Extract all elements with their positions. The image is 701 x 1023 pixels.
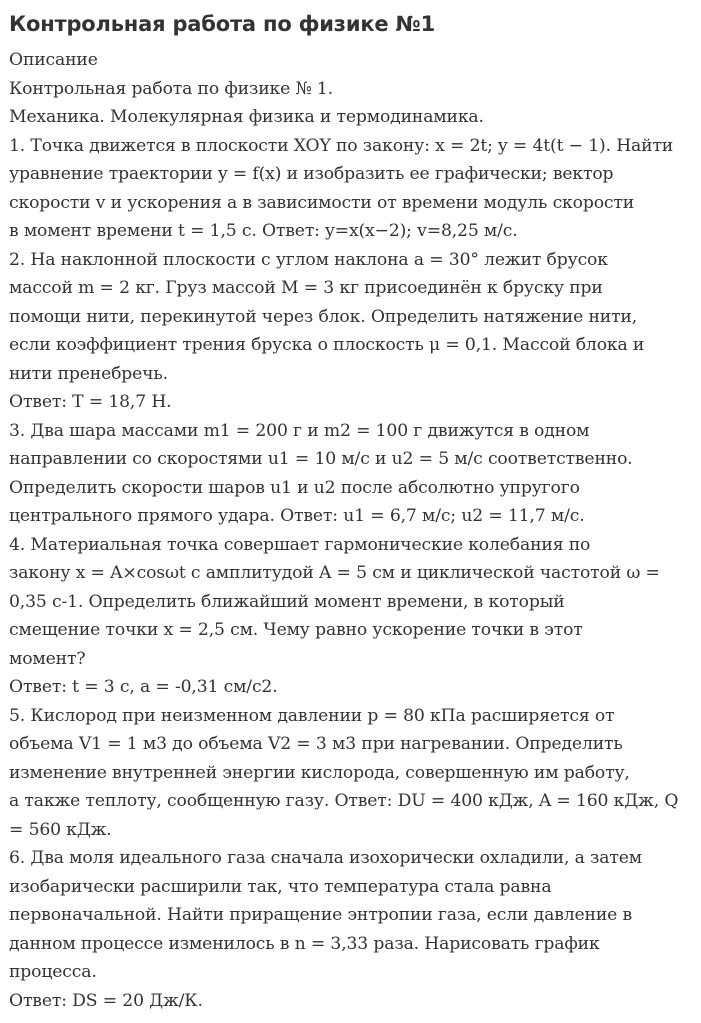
section-label-description: Описание: [9, 50, 98, 70]
problem-4-answer: Ответ: t = 3 с, a = -0,31 см/с2.: [9, 677, 278, 697]
problem-6-line: процесса.: [9, 962, 97, 982]
problem-2-line: 2. На наклонной плоскости с углом наклона a = 30° лежит брусок: [9, 249, 608, 270]
problem-2-line: массой m = 2 кг. Груз массой M = 3 кг присоединён к бруску при: [9, 278, 603, 298]
page-title: Контрольная работа по физике №1: [9, 12, 436, 36]
problem-2-line: если коэффициент трения бруска о плоскость μ = 0,1. Массой блока и: [9, 335, 645, 355]
problem-3-line: 3. Два шара массами m1 = 200 г и m2 = 100 г движутся в одном: [9, 420, 590, 441]
document-body: [9, 46, 697, 1015]
problem-5-line: объема V1 = 1 м3 до объема V2 = 3 м3 при нагревании. Определить: [9, 734, 623, 754]
problem-1-line: скорости v и ускорения a в зависимости от времени модуль скорости: [9, 192, 635, 213]
problem-5-line: изменение внутренней энергии кислорода, совершенную им работу,: [9, 762, 630, 783]
problem-4-line: 0,35 с-1. Определить ближайший момент времени, в который: [9, 591, 565, 612]
document-page: [9, 0, 697, 1015]
problem-6-answer: Ответ: DS = 20 Дж/К.: [9, 990, 203, 1011]
problem-5-line: а также теплоту, сообщенную газу. Ответ: DU = 400 кДж, A = 160 кДж, Q: [9, 791, 679, 811]
problem-1-line: в момент времени t = 1,5 с. Ответ: y=x(x−2); v=8,25 м/с.: [9, 221, 518, 241]
problem-4-line: закону x = A×cosωt с амплитудой A = 5 см и циклической частотой ω =: [9, 563, 660, 583]
problem-4-line: 4. Материальная точка совершает гармонические колебания по: [9, 534, 591, 555]
problem-1-line: уравнение траектории y = f(x) и изобразить ее графически; вектор: [9, 164, 614, 184]
problem-2-line: нити пренебречь.: [9, 363, 168, 384]
problem-2-answer: Ответ: T = 18,7 H.: [9, 392, 172, 412]
text-line: Механика. Молекулярная физика и термодинамика.: [9, 107, 484, 127]
problem-6-line: изобарически расширили так, что температура стала равна: [9, 876, 552, 897]
text-line: Контрольная работа по физике № 1.: [9, 78, 333, 99]
problem-2-line: помощи нити, перекинутой через блок. Определить натяжение нити,: [9, 306, 638, 327]
problem-1-line: 1. Точка движется в плоскости XOY по закону: x = 2t; y = 4t(t − 1). Найти: [9, 135, 674, 156]
problem-3-line: Определить скорости шаров u1 и u2 после абсолютно упругого: [9, 477, 580, 498]
problem-4-line: момент?: [9, 648, 86, 669]
problem-5-line: 5. Кислород при неизменном давлении p = 80 кПа расширяется от: [9, 705, 615, 726]
problem-6-line: 6. Два моля идеального газа сначала изохорически охладили, а затем: [9, 848, 642, 868]
problem-3-line: центрального прямого удара. Ответ: u1 = 6,7 м/с; u2 = 11,7 м/с.: [9, 506, 585, 526]
problem-4-line: смещение точки x = 2,5 см. Чему равно ускорение точки в этот: [9, 620, 583, 640]
problem-6-line: первоначальной. Найти приращение энтропии газа, если давление в: [9, 905, 632, 925]
problem-6-line: данном процессе изменилось в n = 3,33 раза. Нарисовать график: [9, 933, 600, 954]
problem-5-line: = 560 кДж.: [9, 819, 112, 840]
problem-3-line: направлении со скоростями u1 = 10 м/с и u2 = 5 м/с соответственно.: [9, 449, 633, 469]
